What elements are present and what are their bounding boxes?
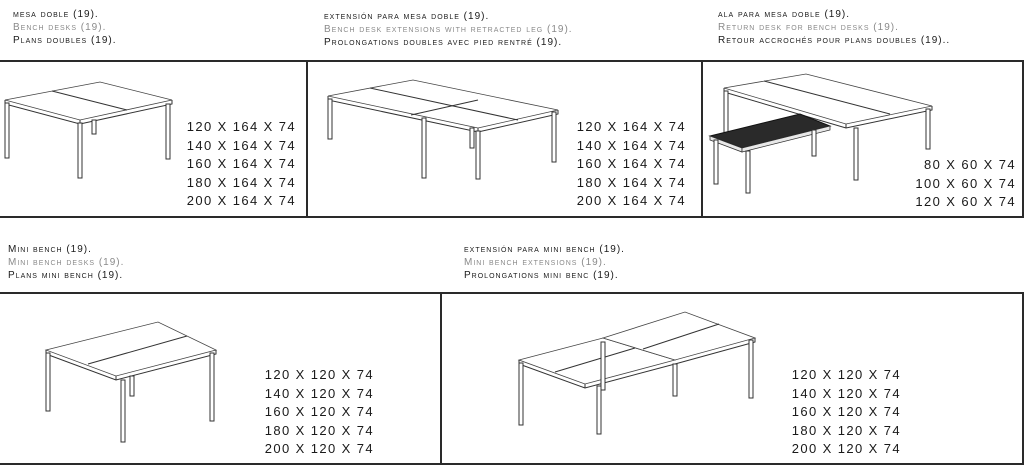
dimension: 140 X 120 X 74: [791, 385, 901, 401]
top-row-divider-1: [306, 60, 308, 218]
top-row-divider-2: [701, 60, 703, 218]
caption-mini-bench: [8, 243, 124, 282]
dimension: 180 X 164 X 74: [186, 174, 296, 190]
caption-es: mesa doble (19).: [13, 9, 99, 20]
dimension: 100 X 60 X 74: [915, 175, 1016, 191]
dimension: 180 X 164 X 74: [576, 174, 686, 190]
mini-bench-drawing: [42, 316, 222, 446]
dimension: 120 X 120 X 74: [791, 367, 901, 382]
dimension: 120 X 164 X 74: [186, 119, 296, 134]
bench-extension-dims: [570, 118, 686, 211]
bottom-row-top-rule: [0, 292, 1024, 294]
caption-fr: Prolongations mini benc (19).: [464, 270, 619, 281]
dimension: 180 X 120 X 74: [791, 422, 901, 438]
dimension: 180 X 120 X 74: [264, 422, 374, 438]
caption-bench-desk: [13, 8, 117, 47]
bench-extension-drawing: [318, 70, 568, 180]
dimension: 160 X 164 X 74: [576, 156, 686, 171]
dimension: 140 X 164 X 74: [576, 137, 686, 153]
bench-desk-drawing: [0, 70, 200, 185]
caption-en: Mini bench desks (19).: [8, 257, 125, 268]
mini-bench-extension-dims: [785, 366, 901, 459]
caption-en: Bench desks (19).: [13, 22, 107, 33]
mini-bench-dims: [258, 366, 374, 459]
caption-fr: Prolongations doubles avec pied rentré (19).: [324, 37, 563, 48]
caption-es: ala para mesa doble (19).: [718, 9, 851, 20]
dimension: 80 X 60 X 74: [924, 157, 1016, 172]
dimension: 120 X 120 X 74: [264, 367, 374, 382]
caption-fr: Retour accrochés pour plans doubles (19)..: [718, 35, 951, 46]
mini-bench-extension-drawing: [515, 306, 765, 436]
dimension: 160 X 120 X 74: [791, 404, 901, 419]
caption-en: Bench desk extensions with retracted leg (19).: [324, 24, 573, 35]
top-row-top-rule: [0, 60, 1024, 62]
dimension: 120 X 164 X 74: [576, 119, 686, 134]
caption-return-desk: [718, 8, 950, 47]
return-desk-dims: [900, 156, 1016, 212]
caption-fr: Plans doubles (19).: [13, 35, 117, 46]
caption-es: Mini bench (19).: [8, 244, 92, 255]
dimension: 160 X 120 X 74: [264, 404, 374, 419]
dimension: 120 X 60 X 74: [915, 194, 1016, 209]
top-row-bottom-rule: [0, 216, 1024, 218]
dimension: 140 X 120 X 74: [264, 385, 374, 401]
caption-es: extensión para mesa doble (19).: [324, 11, 490, 22]
dimension: 200 X 120 X 74: [791, 441, 901, 456]
caption-es: extensión para mini bench (19).: [464, 244, 625, 255]
caption-en: Return desk for bench desks (19).: [718, 22, 899, 33]
caption-en: Mini bench extensions (19).: [464, 257, 607, 268]
dimension: 160 X 164 X 74: [186, 156, 296, 171]
dimension: 200 X 164 X 74: [576, 193, 686, 208]
bench-desk-dims: [180, 118, 296, 211]
caption-mini-bench-extension: [464, 243, 625, 282]
bottom-row-bottom-rule: [0, 463, 1024, 465]
caption-bench-extension: [324, 10, 573, 49]
dimension: 200 X 120 X 74: [264, 441, 374, 456]
caption-fr: Plans mini bench (19).: [8, 270, 124, 281]
bottom-row-divider: [440, 292, 442, 465]
dimension: 200 X 164 X 74: [186, 193, 296, 208]
dimension: 140 X 164 X 74: [186, 137, 296, 153]
